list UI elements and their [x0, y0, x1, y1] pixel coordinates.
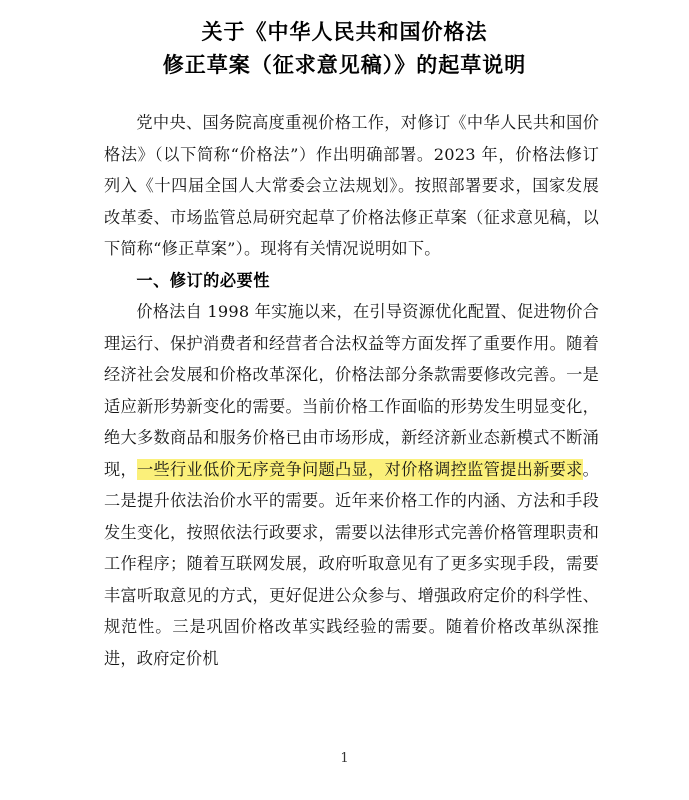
- page-number: 1: [340, 751, 349, 766]
- paragraph-necessity-part-1: 价格法自 1998 年实施以来，在引导资源优化配置、促进物价合理运行、保护消费者和经营者合法权益等方面发挥了重要作用。随着经济社会发展和价格改革深化，价格法部分条款需要修改完善。一是适应新形势新变化的需要。当前价格工作面临的形势发生明显变化，绝大多数商品和服务价格已由市场形成，新经济新业态新模式不断涌现，: [104, 302, 599, 479]
- paragraph-intro: 党中央、国务院高度重视价格工作，对修订《中华人民共和国价格法》（以下简称“价格法”）作出明确部署。2023 年，价格法修订列入《十四届全国人大常委会立法规划》。按照部署要求，国家发展改革委、市场监管总局研究起草了价格法修正草案（征求意见稿，以下简称“修正草案”）。现将有关情况说明如下。: [104, 113, 599, 259]
- paragraph-necessity-part-2: 。二是提升依法治价水平的需要。近年来价格工作的内涵、方法和手段发生变化，按照依法行政要求，需要以法律形式完善价格管理职责和工作程序；随着互联网发展，政府听取意见有了更多实现手段，需要丰富听取意见的方式，更好促进公众参与、增强政府定价的科学性、规范性。三是巩固价格改革实践经验的需要。随着价格改革纵深推进，政府定价机: [104, 459, 599, 668]
- section-heading-1: 一、修订的必要性: [136, 270, 270, 290]
- page-title-line-2: 修正草案（征求意见稿）》的起草说明: [162, 51, 527, 77]
- page-title-line-1: 关于《中华人民共和国价格法: [201, 19, 488, 44]
- paragraph-necessity: [104, 296, 599, 674]
- document-body: [0, 81, 689, 674]
- page-title: [0, 0, 689, 81]
- highlighted-text: 一些行业低价无序竞争问题凸显，对价格调控监管提出新要求: [137, 459, 583, 479]
